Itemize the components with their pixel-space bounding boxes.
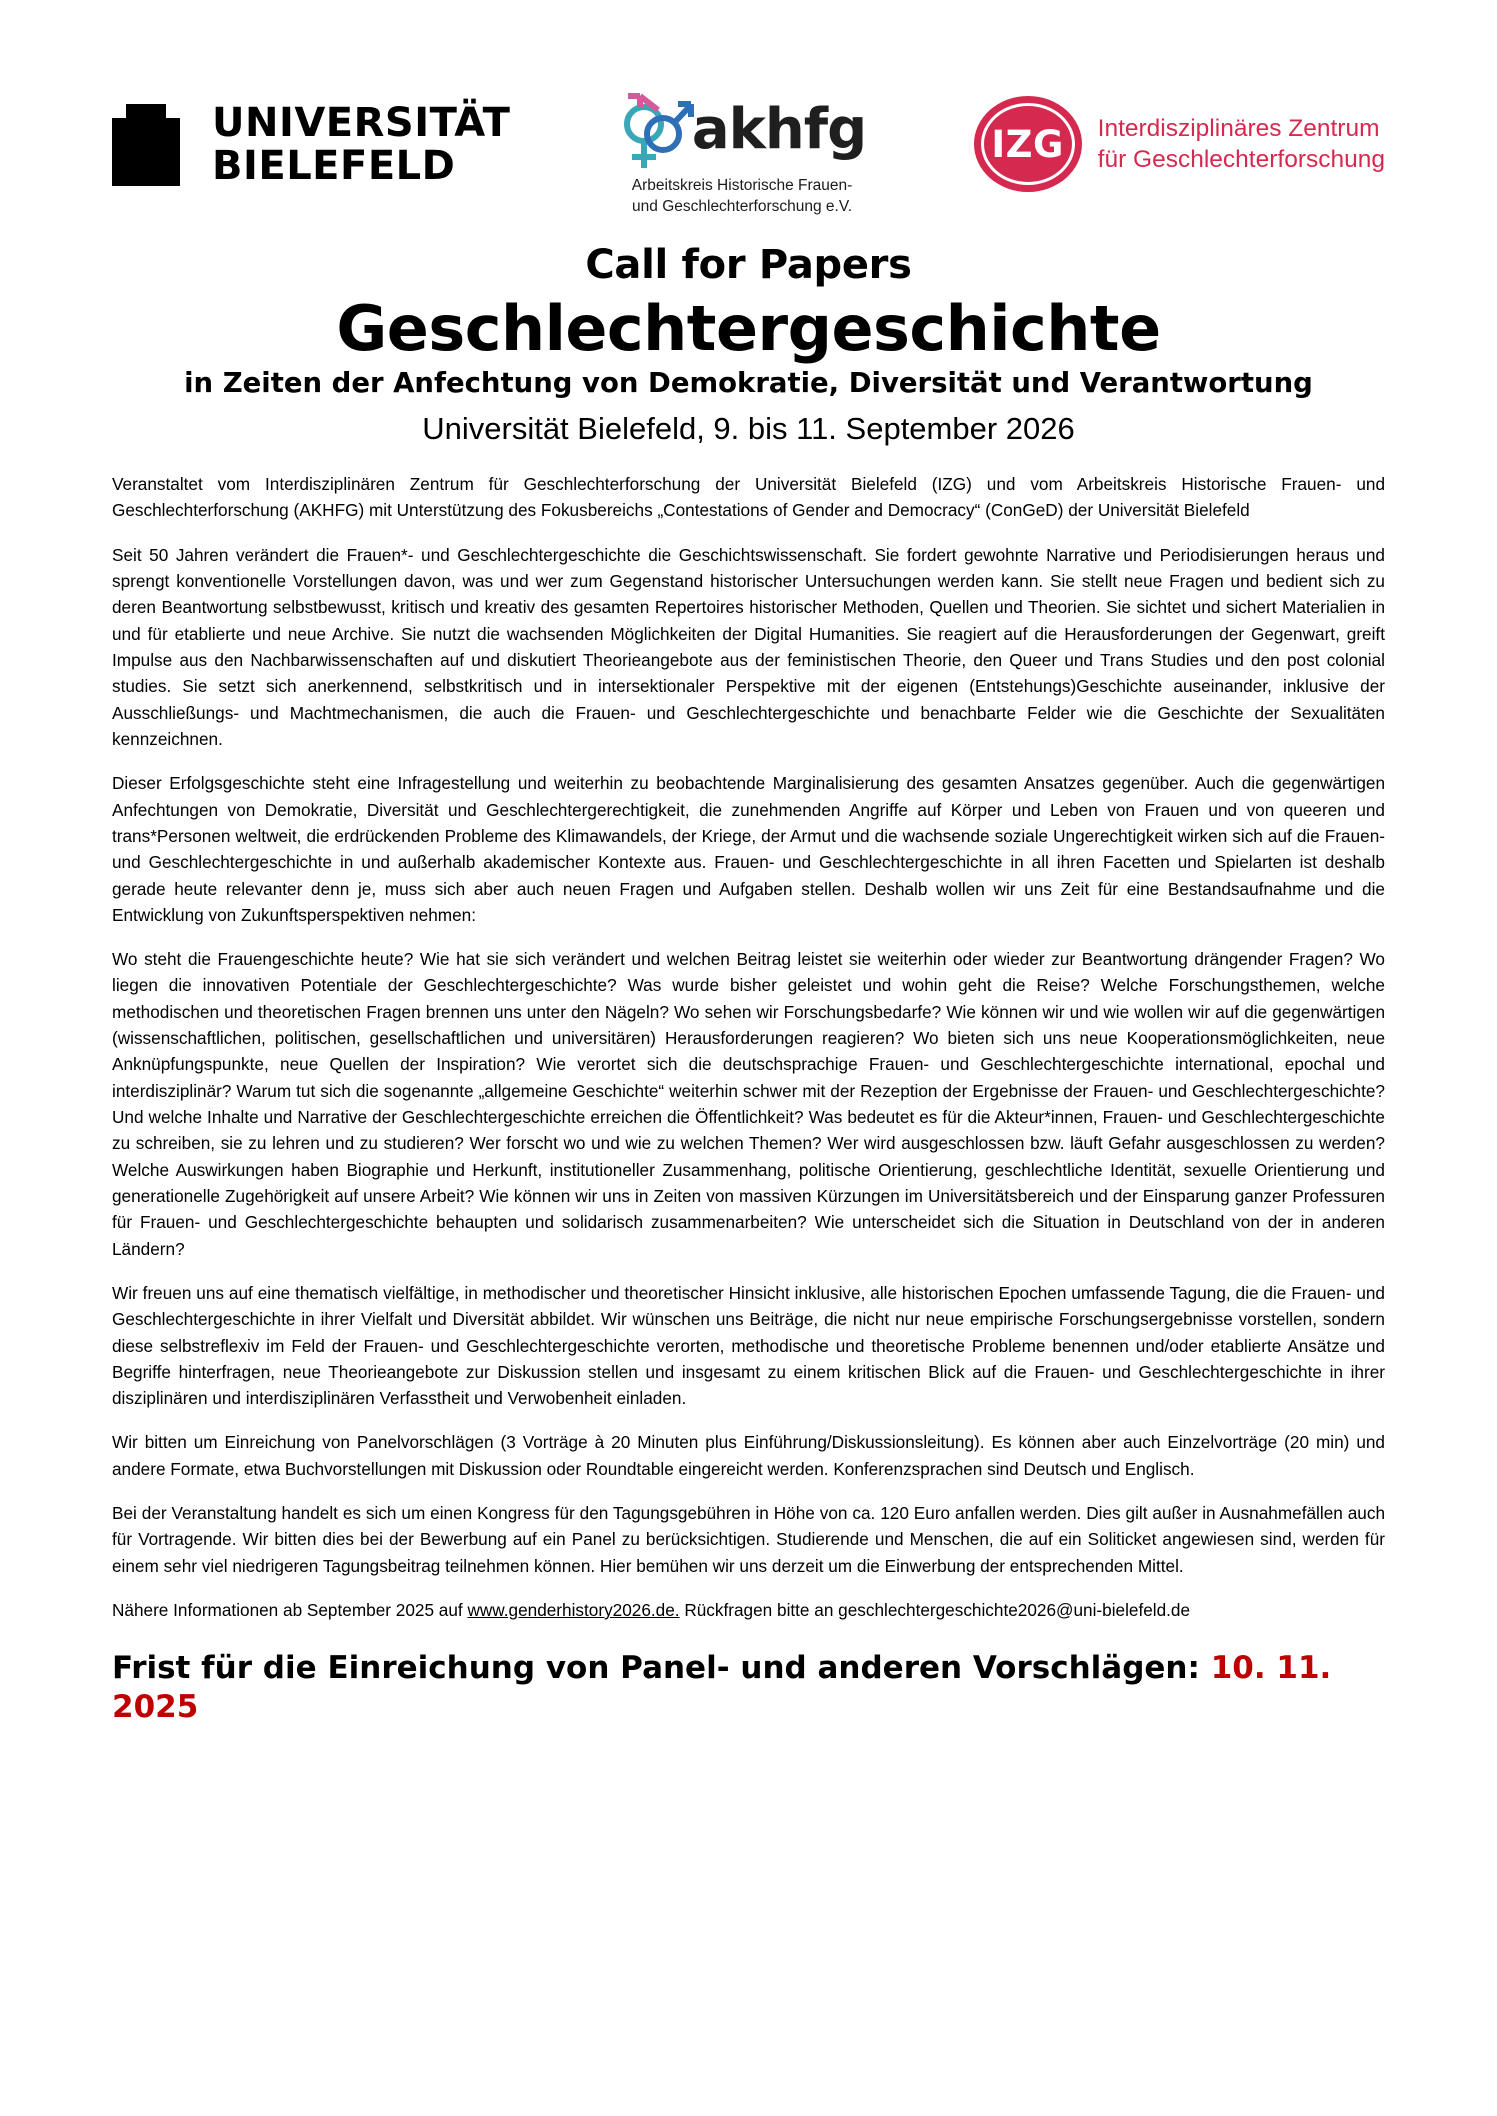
university-name-line2: BIELEFELD <box>212 143 456 190</box>
university-bielefeld-wordmark <box>212 102 510 188</box>
body-text <box>112 471 1385 1623</box>
university-name-line1: UNIVERSITÄT <box>212 100 511 146</box>
paragraph-expectations: Wir freuen uns auf eine thematisch vielfältige, in methodischer und theoretischer Hinsicht inklusive, alle historischen Epochen umfassende Tagung, die die Frauen- und Geschlechtergeschichte in ihrer Vielfalt und Diversität abbildet. Wir wünschen uns Beiträge, die nicht nur neue empirische Forschungsergebnisse vorstellen, sondern diese selbstreflexiv im Feld der Frauen- und Geschlechtergeschichte verorten, methodische und theoretische Probleme benennen und/oder etablierte Ansätze und Begriffe hinterfragen, neue Theorieangebote zur Diskussion stellen und insgesamt zu einem kritischen Blick auf die Frauen- und Geschlechtergeschichte in ihrer disziplinären und interdisziplinären Verfasstheit und Verwobenheit einladen. <box>112 1282 1385 1409</box>
logo-row <box>112 60 1385 232</box>
paragraph-fees: Bei der Veranstaltung handelt es sich um einen Kongress für den Tagungsgebühren in Höhe von ca. 120 Euro anfallen werden. Dies gilt außer in Ausnahmefällen auch für Vortragende. Wir bitten dies bei der Bewerbung auf ein Panel zu berücksichtigen. Studierende und Menschen, die auf ein Soliticket angewiesen sind, werden für einem sehr viel niedrigeren Tagungsbeitrag teilnehmen können. Hier bemühen wir uns derzeit um die Einwerbung der entsprechenden Mittel. <box>112 1503 1385 1576</box>
contact-prefix: Nähere Informationen ab September 2025 auf <box>112 1600 468 1620</box>
contact-email: geschlechtergeschichte2026@uni-bielefeld.de <box>838 1600 1191 1620</box>
page-title: Geschlechtergeschichte <box>336 291 1161 365</box>
paragraph-contact <box>112 1597 1385 1623</box>
paragraph-challenges: Dieser Erfolgsgeschichte steht eine Infragestellung und weiterhin zu beobachtende Marginalisierung des gesamten Ansatzes gegenüber. Auch die gegenwärtigen Anfechtungen von Demokratie, Diversität und Geschlechtergerechtigkeit, die zunehmenden Angriffe auf Körper und Leben von Frauen und von queeren und trans*Personen weltweit, die erdrückenden Probleme des Klimawandels, der Kriege, der Armut und die wachsende soziale Ungerechtigkeit wirken sich auf die Frauen- und Geschlechtergeschichte in und außerhalb akademischer Kontexte aus. Frauen- und Geschlechtergeschichte in all ihren Facetten und Spielarten ist deshalb gerade heute relevanter denn je, muss sich aber auch neuen Fragen und Aufgaben stellen. Deshalb wollen wir uns Zeit für eine Bestandsaufnahme und die Entwicklung von Zukunftsperspektiven nehmen: <box>112 773 1385 925</box>
university-bielefeld-mark-icon <box>112 104 194 186</box>
akhfg-wordmark: akhfg <box>691 97 867 162</box>
paragraph-questions: Wo steht die Frauengeschichte heute? Wie hat sie sich verändert und welchen Beitrag leistet sie weiterhin oder wieder zur Beantwortung drängender Fragen? Wo liegen die innovativen Potentiale der Geschlechtergeschichte? Was wurde bisher geleistet und wohin geht die Reise? Welche Forschungsthemen, welche methodischen und theoretischen Fragen brennen uns unter den Nägeln? Wo sehen wir Forschungsbedarfe? Wie können wir und wie wollen wir auf die gegenwärtigen (wissenschaftlichen, politischen, gesellschaftlichen und universitären) Herausforderungen reagieren? Wo bieten sich uns neue Kooperationsmöglichkeiten, neue Anknüpfungspunkte, neue Quellen der Inspiration? Wie verortet sich die deutschsprachige Frauen- und Geschlechtergeschichte international, epochal und interdisziplinär? Warum tut sich die sogenannte „allgemeine Geschichte“ weiterhin schwer mit der Rezeption der Ergebnisse der Frauen- und Geschlechtergeschichte? Und welche Inhalte und Narrative der Geschlechtergeschichte erreichen die Öffentlichkeit? Was bedeutet es für die Akteur*innen, Frauen- und Geschlechtergeschichte zu schreiben, sie zu lehren und zu studieren? Wer forscht wo und wie zu welchen Themen? Wer wird ausgeschlossen bzw. läuft Gefahr ausgeschlossen zu werden? Welche Auswirkungen haben Biographie und Herkunft, institutioneller Zusammenhang, politische Orientierung, geschlechtliche Identität, sexuelle Orientierung und generationelle Zugehörigkeit auf unsere Arbeit? Wie können wir uns in Zeiten von massiven Kürzungen im Universitätsbereich und der Einsparung ganzer Professuren für Frauen- und Geschlechtergeschichte behaupten und solidarisch zusammenarbeiten? Wie unterscheidet sich die Situation in Deutschland von der in anderen Ländern? <box>112 949 1385 1259</box>
akhfg-subline-1: Arbeitskreis Historische Frauen- <box>631 177 853 194</box>
logo-akhfg <box>618 80 866 218</box>
deadline-banner <box>112 1649 1385 1727</box>
website-link[interactable]: www.genderhistory2026.de. <box>467 1600 680 1620</box>
izg-acronym: IZG <box>991 122 1064 166</box>
title-block <box>112 242 1385 447</box>
akhfg-subline-2: und Geschlechterforschung e.V. <box>632 197 853 215</box>
gender-symbols-icon <box>618 88 694 172</box>
venue-and-date: Universität Bielefeld, 9. bis 11. September 2026 <box>422 410 1075 446</box>
contact-middle: Rückfragen bitte an <box>679 1600 839 1620</box>
izg-line2: für Geschlechterforschung <box>1097 146 1385 173</box>
izg-wordmark <box>1098 113 1385 176</box>
paragraph-history: Seit 50 Jahren verändert die Frauen*- und Geschlechtergeschichte die Geschichtswissenschaft. Sie fordert gewohnte Narrative und Periodisierungen heraus und sprengt konventionelle Vorstellungen davon, was und wer zum Gegenstand historischer Untersuchungen werden kann. Sie stellt neue Fragen und bedient sich zu deren Beantwortung selbstbewusst, kritisch und kreativ des gesamten Repertoires historischer Methoden, Quellen und Theorien. Sie sichtet und sichert Materialien in und für etablierte und neue Archive. Sie nutzt die wachsenden Möglichkeiten der Digital Humanities. Sie reagiert auf die Herausforderungen der Gegenwart, greift Impulse aus den Nachbarwissenschaften auf und diskutiert Theorieangebote aus der feministischen Theorie, den Queer und Trans Studies und den post colonial studies. Sie setzt sich anerkennend, selbstkritisch und in intersektionaler Perspektive mit der eigenen (Entstehungs)Geschichte auseinander, inklusive der Ausschließungs- und Machtmechanismen, die auch die Frauen- und Geschlechtergeschichte und benachbarte Felder wie die Geschichte der Sexualitäten kennzeichnen. <box>112 544 1385 749</box>
deadline-label: Frist für die Einreichung von Panel- und anderen Vorschlägen: <box>112 1650 1200 1687</box>
izg-line1: Interdisziplinäres Zentrum <box>1097 114 1380 142</box>
logo-university-bielefeld <box>112 80 510 188</box>
call-for-papers-label: Call for Papers <box>585 241 912 288</box>
deadline-date: 10. 11. 2025 <box>112 1650 1332 1726</box>
izg-circle-icon <box>974 96 1082 192</box>
page-subtitle: in Zeiten der Anfechtung von Demokratie, Diversität und Verantwortung <box>184 366 1313 399</box>
paragraph-organizers: Veranstaltet vom Interdisziplinären Zentrum für Geschlechterforschung der Universität Bielefeld (IZG) und vom Arbeitskreis Historische Frauen- und Geschlechterforschung (AKHFG) mit Unterstützung des Fokusbereichs „Contestations of Gender and Democracy“ (ConGeD) der Universität Bielefeld <box>112 474 1385 521</box>
paragraph-submission-formats: Wir bitten um Einreichung von Panelvorschlägen (3 Vorträge à 20 Minuten plus Einführung/Diskussionsleitung). Es können aber auch Einzelvorträge (20 min) und andere Formate, etwa Buchvorstellungen mit Diskussion oder Roundtable eingereicht werden. Konferenzsprachen sind Deutsch und Englisch. <box>112 1432 1385 1479</box>
logo-izg <box>974 80 1385 192</box>
akhfg-logo-main <box>618 88 866 172</box>
